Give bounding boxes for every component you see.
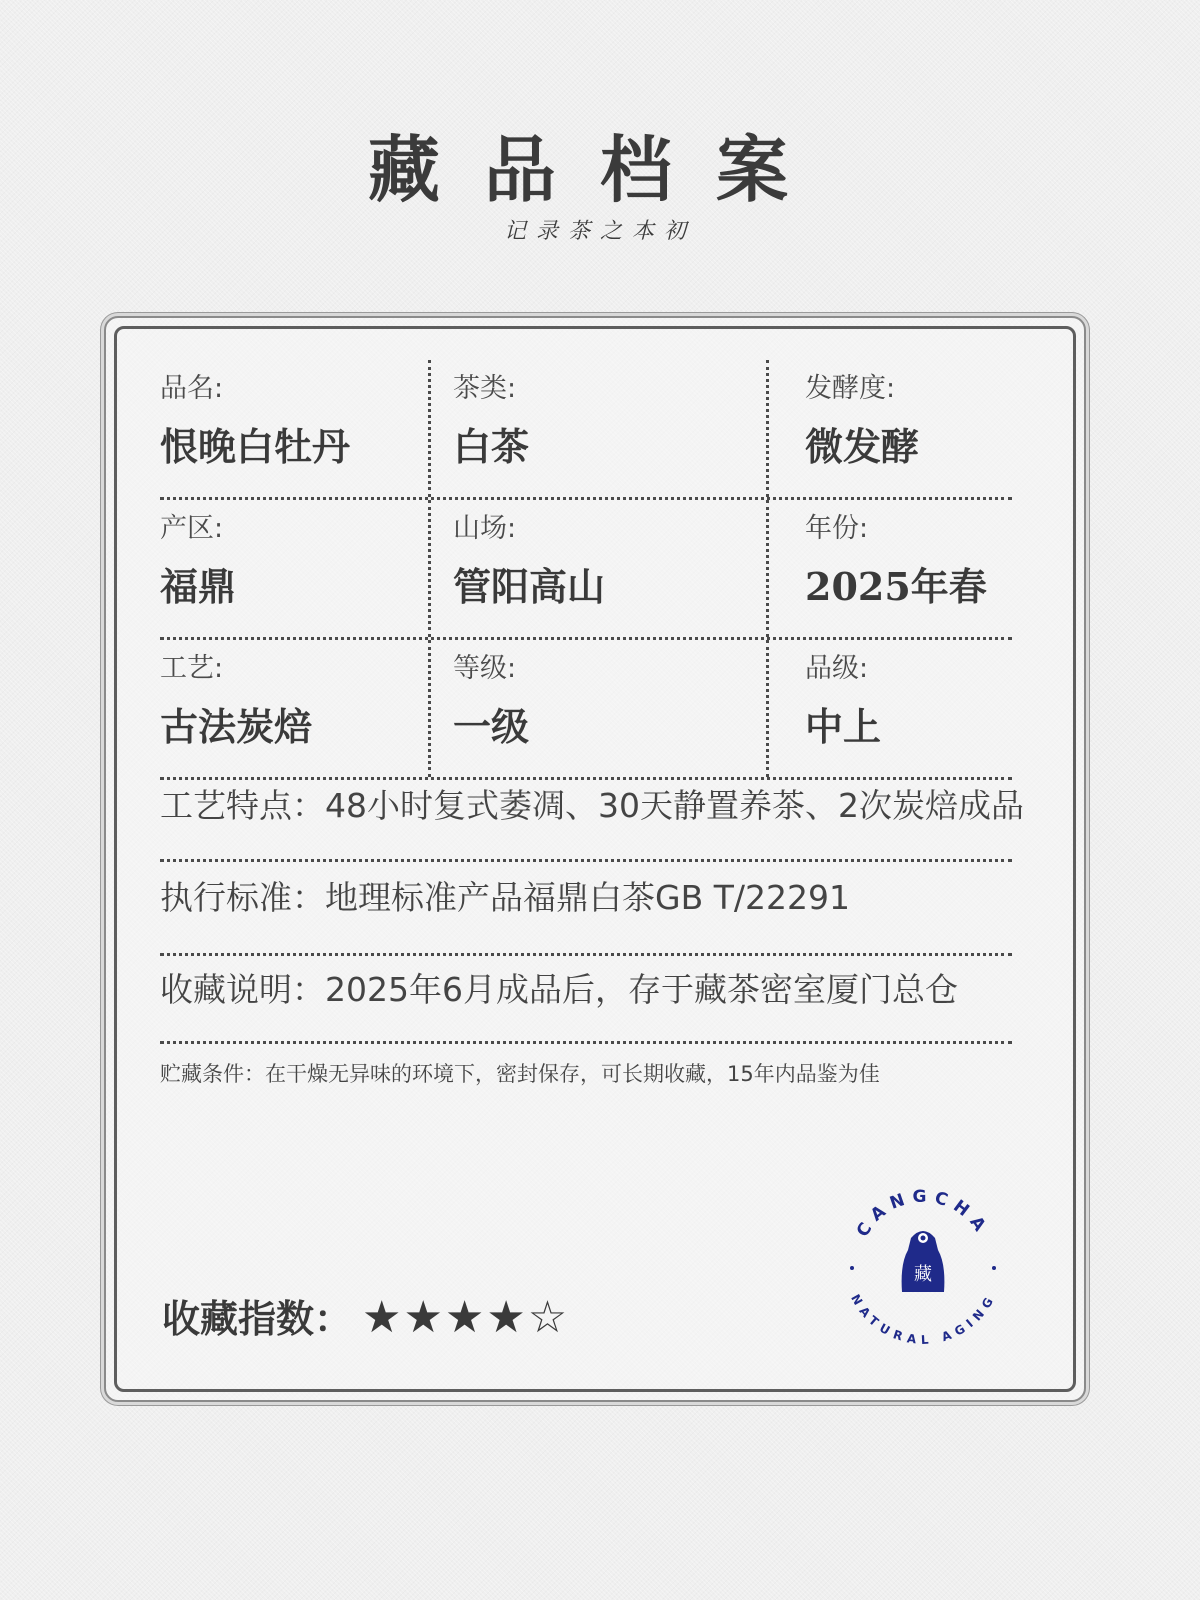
info-row [160, 500, 1012, 640]
cangcha-logo [838, 1180, 1008, 1350]
field-value: 一级 [453, 704, 530, 749]
field-label: 发酵度: [805, 373, 896, 404]
field-value: 中上 [805, 704, 882, 749]
field-quality [766, 640, 1012, 777]
field-mountain [428, 500, 766, 637]
field-value: 管阳高山 [453, 564, 606, 609]
field-value: 福鼎 [160, 564, 237, 609]
logo-center-char: 藏 [914, 1264, 932, 1285]
rating-label: 收藏指数： [162, 1297, 353, 1341]
page-title: 藏品档案 [367, 127, 832, 212]
tea-jar-icon [902, 1231, 945, 1292]
field-craft [160, 640, 428, 777]
field-name [160, 360, 428, 497]
field-value: 恨晚白牡丹 [160, 424, 351, 469]
field-year [766, 500, 1012, 637]
field-label: 茶类: [453, 373, 517, 404]
logo-top-text: CANGCHA [852, 1187, 994, 1241]
field-label: 工艺: [160, 653, 224, 684]
star-rating: ★★★★☆ [362, 1292, 570, 1343]
field-grade [428, 640, 766, 777]
field-value: 白茶 [453, 424, 530, 469]
field-label: 等级: [453, 653, 517, 684]
field-label: 山场: [453, 513, 517, 544]
field-value: 古法炭焙 [160, 704, 313, 749]
field-label: 年份: [805, 513, 869, 544]
logo-bottom-text: NATURAL AGING [848, 1291, 998, 1347]
collection-rating [162, 1288, 569, 1343]
info-row [160, 640, 1012, 780]
craft-features-line: 工艺特点：48小时复式萎凋、30天静置养茶、2次炭焙成品 [160, 780, 1012, 862]
field-label: 品级: [805, 653, 869, 684]
page-subtitle: 记录茶之本初 [503, 219, 696, 244]
info-grid [160, 360, 1012, 780]
collection-note-line: 收藏说明：2025年6月成品后，存于藏茶密室厦门总仓 [160, 964, 1012, 1044]
field-label: 品名: [160, 373, 224, 404]
field-label: 产区: [160, 513, 224, 544]
field-value: 微发酵 [805, 424, 920, 469]
field-fermentation [766, 360, 1012, 497]
standard-line: 执行标准：地理标准产品福鼎白茶GB T/22291 [160, 872, 1012, 956]
field-value: 2025年春 [805, 564, 987, 609]
field-region [160, 500, 428, 637]
info-row [160, 360, 1012, 500]
storage-conditions: 贮藏条件：在干燥无异味的环境下，密封保存，可长期收藏，15年内品鉴为佳 [160, 1062, 880, 1086]
field-tea-type [428, 360, 766, 497]
